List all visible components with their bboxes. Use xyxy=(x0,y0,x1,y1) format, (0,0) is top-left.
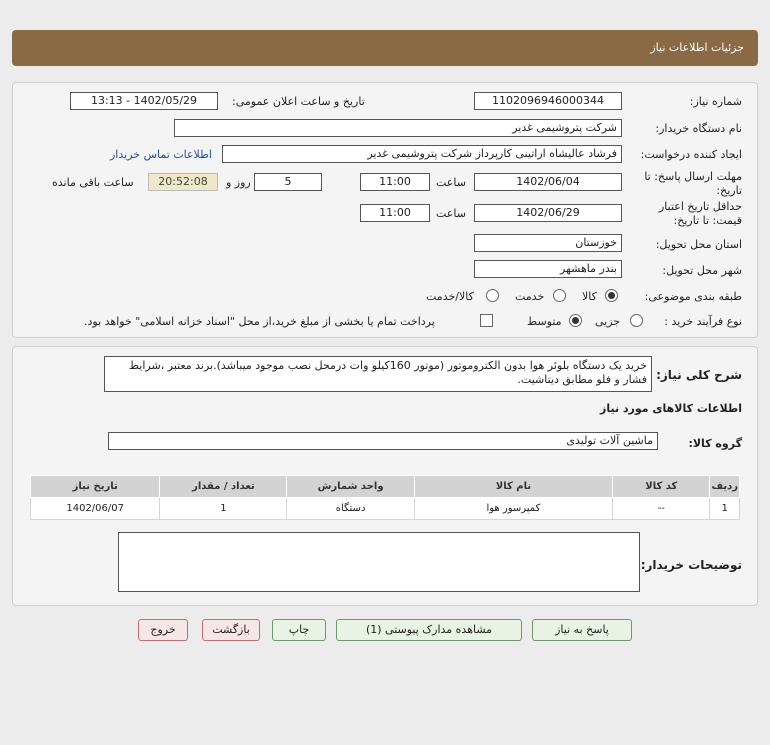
category-goods-radio[interactable] xyxy=(605,289,618,302)
goods-group-label: گروه کالا: xyxy=(688,437,742,450)
goods-section-title: اطلاعات کالاهای مورد نیاز xyxy=(600,402,742,415)
description-label: شرح کلی نیاز: xyxy=(656,368,742,382)
category-service-radio[interactable] xyxy=(553,289,566,302)
goods-table xyxy=(30,475,740,520)
process-label: نوع فرآیند خرید : xyxy=(664,315,742,328)
process-minor-radio[interactable] xyxy=(630,314,643,327)
buyer-field: شرکت پتروشیمی غدیر xyxy=(174,119,622,137)
col-quantity: تعداد / مقدار xyxy=(160,476,287,498)
cell-unit: دستگاه xyxy=(287,498,414,520)
deadline-time-word: ساعت xyxy=(436,176,466,189)
reply-button[interactable]: پاسخ به نیاز xyxy=(532,619,632,641)
cell-row: 1 xyxy=(710,498,740,520)
need-number-label: شماره نیاز: xyxy=(689,95,742,108)
need-number-field: 1102096946000344 xyxy=(474,92,622,110)
buyer-label: نام دستگاه خریدار: xyxy=(655,122,742,135)
validity-label: حداقل تاریخ اعتبار قیمت: تا تاریخ: xyxy=(658,200,742,227)
remaining-time-field: 20:52:08 xyxy=(148,173,218,191)
goods-group-field: ماشین آلات تولیدی xyxy=(108,432,658,450)
category-service-label: خدمت xyxy=(515,290,545,303)
creator-label: ایجاد کننده درخواست: xyxy=(640,148,742,161)
exit-button[interactable]: خروج xyxy=(138,619,188,641)
validity-time-word: ساعت xyxy=(436,207,466,220)
attachments-button[interactable]: مشاهده مدارک پیوستی (1) xyxy=(336,619,522,641)
days-remaining-field: 5 xyxy=(254,173,322,191)
page-header xyxy=(12,30,758,66)
col-unit: واحد شمارش xyxy=(287,476,414,498)
category-goods-service-label: کالا/خدمت xyxy=(426,290,474,303)
col-code: کد کالا xyxy=(613,476,710,498)
process-minor-label: جزیی xyxy=(595,315,621,328)
category-label: طبقه بندی موضوعی: xyxy=(644,290,742,303)
treasury-payment-text: پرداخت تمام یا بخشی از مبلغ خرید،از محل "اسناد خزانه اسلامی" خواهد بود. xyxy=(84,315,435,328)
city-label: شهر محل تحویل: xyxy=(662,264,742,277)
goods-table-header xyxy=(31,476,740,498)
deadline-time-field: 11:00 xyxy=(360,173,430,191)
announce-field: 1402/05/29 - 13:13 xyxy=(70,92,218,110)
category-goods-label: کالا xyxy=(582,290,597,303)
process-medium-radio[interactable] xyxy=(569,314,582,327)
buyer-notes-box xyxy=(118,532,640,592)
buyer-contact-link[interactable]: اطلاعات تماس خریدار xyxy=(110,148,212,161)
announce-label: تاریخ و ساعت اعلان عمومی: xyxy=(232,95,365,108)
deadline-label: مهلت ارسال پاسخ: تا تاریخ: xyxy=(644,170,742,197)
table-row xyxy=(31,498,740,520)
deadline-date-field: 1402/06/04 xyxy=(474,173,622,191)
page-title: جزئيات اطلاعات نياز xyxy=(650,41,744,54)
col-need-date: تاریخ نیاز xyxy=(31,476,160,498)
province-label: استان محل تحویل: xyxy=(655,238,742,251)
cell-code: -- xyxy=(613,498,710,520)
cell-quantity: 1 xyxy=(160,498,287,520)
col-row: ردیف xyxy=(710,476,740,498)
creator-field: فرشاد عالیشاه اراتینی کارپرداز شرکت پتروشیمی غدیر xyxy=(222,145,622,163)
buyer-notes-label: توضیحات خریدار: xyxy=(640,558,742,572)
validity-time-field: 11:00 xyxy=(360,204,430,222)
back-button[interactable]: بازگشت xyxy=(202,619,260,641)
validity-date-field: 1402/06/29 xyxy=(474,204,622,222)
remaining-word: ساعت باقی مانده xyxy=(52,176,134,189)
city-field: بندر ماهشهر xyxy=(474,260,622,278)
province-field: خوزستان xyxy=(474,234,622,252)
col-name: نام کالا xyxy=(414,476,613,498)
cell-need-date: 1402/06/07 xyxy=(31,498,160,520)
days-word: روز و xyxy=(226,176,251,189)
category-goods-service-radio[interactable] xyxy=(486,289,499,302)
goods-table-wrapper xyxy=(30,475,740,520)
print-button[interactable]: چاپ xyxy=(272,619,326,641)
process-medium-label: متوسط xyxy=(527,315,562,328)
cell-name: کمپرسور هوا xyxy=(414,498,613,520)
description-text: خرید یک دستگاه بلوئر هوا بدون الکتروموتور (موتور 160کیلو وات درمحل نصب موجود میباشد).برند معتبر ،شرایط فشار و فلو مطابق دیتاشیت. xyxy=(104,356,652,392)
treasury-payment-checkbox[interactable] xyxy=(480,314,493,327)
